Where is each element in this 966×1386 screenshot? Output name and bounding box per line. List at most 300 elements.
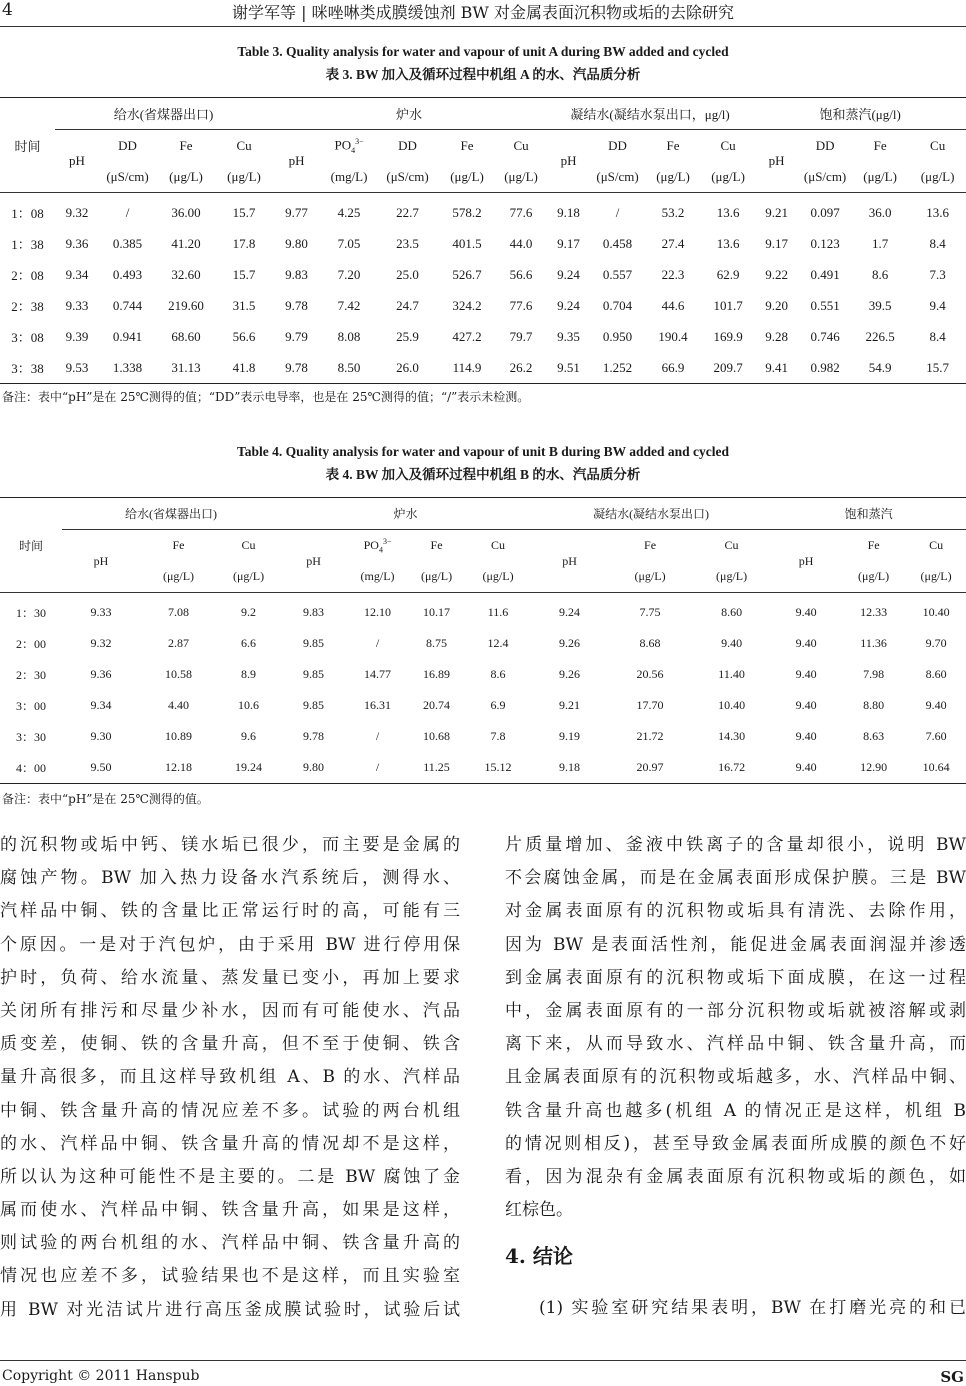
text-line: 中铜、铁含量升高的情况应差不多。试验的两台机组: [0, 1100, 460, 1121]
column-name-sup: 3−: [355, 136, 364, 146]
text-line: 个原因。一是对于汽包炉，由于采用 BW 进行停用保: [0, 934, 460, 955]
data-cell: 79.7: [509, 328, 533, 344]
data-cell: 9.85: [303, 636, 325, 650]
table-row: [0, 593, 966, 629]
data-cell: 8.6: [490, 667, 506, 681]
data-cell: 21.72: [636, 729, 664, 743]
column-header: Cu: [491, 538, 506, 552]
column-unit: (μg/L): [858, 569, 890, 583]
data-cell: 9.17: [765, 235, 788, 251]
column-unit: (μS/cm): [596, 168, 639, 184]
text-line: 不会腐蚀金属，而是在金属表面形成保护膜。三是 BW: [505, 868, 966, 889]
data-cell: 16.89: [423, 667, 451, 681]
text-line: 腐蚀产物。BW 加入热力设备水汽系统后，测得水、: [0, 868, 460, 889]
data-cell: 53.2: [661, 204, 685, 220]
table3-note: 备注：表中“pH”是在 25℃测得的值；“DD”表示电导率，也是在 25℃测得的值；“/”表示未检测。: [2, 390, 530, 404]
group-header: 饱和蒸汽: [771, 498, 966, 530]
data-cell: 209.7: [713, 359, 743, 375]
data-cell: 9.36: [65, 235, 89, 251]
data-cell: 9.34: [65, 266, 89, 282]
data-cell: 26.2: [509, 359, 533, 375]
data-cell: 9.17: [557, 235, 580, 251]
data-cell: 578.2: [452, 204, 482, 220]
data-cell: 66.9: [661, 359, 685, 375]
text-line: 中，金属表面原有的一部分沉积物或垢就被溶解或剥: [505, 1000, 966, 1021]
column-header: Cu: [720, 137, 736, 153]
table-row: [0, 659, 966, 690]
header-rule: [0, 26, 966, 27]
text-line: 片质量增加、釜液中铁离子的含量却很小，说明 BW: [505, 835, 966, 855]
data-cell: 11.36: [860, 636, 887, 650]
data-cell: 7.08: [168, 605, 189, 619]
data-cell: 0.744: [112, 297, 143, 313]
data-cell: 9.79: [285, 328, 308, 344]
data-cell: 9.70: [925, 636, 947, 650]
data-cell: 8.60: [925, 667, 947, 681]
data-cell: 9.6: [241, 729, 257, 743]
text-line: 情况也应差不多，试验结果也不是这样，而且实验室: [0, 1266, 460, 1287]
data-cell: 13.6: [926, 204, 949, 220]
data-cell: 19.24: [235, 760, 263, 774]
data-cell: 25.9: [396, 328, 419, 344]
time-header: 时间: [14, 138, 41, 154]
data-cell: 9.39: [65, 328, 89, 344]
data-cell: 36.00: [171, 204, 201, 220]
data-cell: 427.2: [452, 328, 482, 344]
data-cell: 9.40: [795, 729, 817, 743]
text-line: 因为 BW 是表面活性剂，能促进金属表面润湿并渗透: [505, 934, 966, 955]
table4-title-cn: 表 4. BW 加入及循环过程中机组 B 的水、汽品质分析: [325, 467, 641, 482]
column-unit: (μg/L): [232, 569, 265, 583]
data-cell: 10.40: [718, 698, 746, 712]
time-cell: 2：38: [11, 299, 44, 314]
data-cell: 0.123: [810, 235, 840, 251]
table-row: [0, 690, 966, 721]
data-cell: 0.704: [602, 297, 633, 313]
running-title: 谢学军等 | 咪唑啉类成膜缓蚀剂 BW 对金属表面沉积物或垢的去除研究: [232, 3, 734, 22]
data-cell: 7.3: [929, 266, 946, 282]
data-cell: 7.42: [337, 297, 361, 313]
column-name-sub: 4: [378, 545, 383, 555]
data-cell: 68.60: [171, 328, 201, 344]
data-cell: 8.63: [863, 729, 885, 743]
data-cell: 219.60: [168, 297, 204, 313]
data-cell: 7.60: [925, 729, 947, 743]
column-unit: (μg/L): [169, 168, 203, 184]
data-cell: 8.80: [863, 698, 885, 712]
time-cell: 2：30: [15, 668, 46, 682]
time-cell: 1：08: [11, 206, 44, 221]
data-cell: 8.75: [426, 636, 448, 650]
time-cell: 3：08: [11, 330, 44, 345]
data-cell: 1.338: [112, 359, 143, 375]
data-cell: 9.33: [90, 605, 112, 619]
column-header: Fe: [644, 538, 657, 552]
data-cell: 9.40: [795, 636, 817, 650]
column-unit: (μg/L): [920, 569, 952, 583]
column-header: Cu: [513, 137, 529, 153]
data-cell: 9.18: [559, 760, 581, 774]
column-header: pH: [560, 153, 577, 168]
data-cell: 9.83: [285, 266, 308, 282]
column-unit: (μg/L): [227, 168, 261, 184]
data-cell: 9.83: [303, 605, 325, 619]
time-cell: 3：38: [11, 361, 44, 376]
data-cell: 12.18: [165, 760, 192, 774]
text-line: 的沉积物或垢中钙、镁水垢已很少，而主要是金属的: [0, 835, 460, 855]
column-unit: (μg/L): [716, 569, 748, 583]
data-cell: 0.493: [112, 266, 143, 282]
data-cell: 0.746: [810, 328, 840, 344]
data-cell: 15.7: [232, 266, 256, 282]
data-cell: 0.557: [602, 266, 633, 282]
data-cell: 9.35: [557, 328, 580, 344]
data-cell: 6.6: [241, 636, 257, 650]
data-cell: 7.05: [337, 235, 361, 251]
data-cell: 0.491: [810, 266, 840, 282]
data-cell: 9.50: [90, 760, 112, 774]
data-cell: 10.89: [165, 729, 192, 743]
text-line: 量升高很多，而且这样导致机组 A、B 的水、汽样品: [0, 1067, 460, 1088]
text-line: 看，因为混杂有金属表面原有沉积物或垢的颜色，如: [505, 1166, 966, 1187]
time-cell: 2：00: [15, 637, 46, 651]
column-name-sup: 3−: [382, 536, 392, 546]
time-cell: 3：00: [15, 699, 46, 713]
table-row: [0, 228, 966, 259]
data-cell: 9.40: [795, 605, 817, 619]
header-group-row: [0, 498, 966, 530]
data-cell: 9.80: [303, 760, 325, 774]
data-cell: 9.80: [285, 235, 308, 251]
column-header: Fe: [172, 538, 185, 552]
column-unit: (μg/L): [162, 569, 195, 583]
data-cell: 22.7: [396, 204, 419, 220]
data-cell: /: [375, 760, 380, 774]
data-cell: 24.7: [396, 297, 419, 313]
table-row: [0, 321, 966, 352]
column-header: pH: [69, 153, 85, 168]
column-header: Fe: [460, 137, 474, 153]
group-header: 凝结水(凝结水泵出口): [531, 498, 771, 530]
data-cell: 9.21: [559, 698, 581, 712]
data-cell: 9.2: [241, 605, 257, 619]
data-cell: 14.77: [364, 667, 392, 681]
data-cell: 15.12: [484, 760, 512, 774]
data-cell: 7.75: [639, 605, 661, 619]
column-header: DD: [118, 137, 137, 153]
data-cell: 8.08: [337, 328, 361, 344]
data-cell: 17.70: [636, 698, 664, 712]
data-cell: 41.8: [232, 359, 256, 375]
data-cell: 9.33: [65, 297, 89, 313]
data-cell: 9.24: [557, 266, 580, 282]
data-cell: 20.97: [636, 760, 664, 774]
column-unit: (μg/L): [863, 168, 897, 184]
data-cell: 10.68: [423, 729, 451, 743]
data-cell: 32.60: [171, 266, 201, 282]
column-header: pH: [768, 153, 785, 168]
data-cell: 8.6: [871, 266, 889, 282]
data-cell: 16.72: [718, 760, 746, 774]
column-header: pH: [288, 153, 305, 168]
column-unit: (μS/cm): [803, 168, 847, 184]
group-header: 给水(省煤器出口): [62, 498, 280, 530]
data-cell: 39.5: [868, 297, 892, 313]
table3-title-cn: 表 3. BW 加入及循环过程中机组 A 的水、汽品质分析: [325, 67, 641, 82]
data-cell: 9.22: [765, 266, 788, 282]
data-cell: 14.30: [718, 729, 746, 743]
data-cell: 31.13: [171, 359, 201, 375]
column-unit: (μg/L): [634, 569, 666, 583]
column-header: Fe: [179, 137, 193, 153]
text-line: 关闭所有排污和尽量少补水，因而有可能使水、汽品: [0, 1000, 460, 1021]
data-cell: 401.5: [452, 235, 482, 251]
column-header: pH: [306, 553, 321, 568]
group-header: 炉水: [272, 98, 546, 130]
table3-title-en: Table 3. Quality analysis for water and vapour of unit A during BW added and cycled: [237, 44, 729, 59]
data-cell: 13.6: [716, 235, 740, 251]
column-header: Cu: [724, 538, 739, 552]
column-unit: (μg/L): [504, 168, 538, 184]
data-cell: 11.25: [423, 760, 450, 774]
data-cell: 20.56: [636, 667, 664, 681]
table-row: [0, 290, 966, 321]
data-cell: 9.40: [795, 698, 817, 712]
data-cell: 101.7: [713, 297, 743, 313]
data-cell: 9.34: [90, 698, 112, 712]
column-header: pH: [798, 553, 814, 568]
data-cell: 0.385: [112, 235, 143, 251]
data-cell: 12.90: [860, 760, 888, 774]
data-cell: 77.6: [509, 297, 533, 313]
text-line: 汽样品中铜、铁的含量比正常运行时的高，可能有三: [0, 901, 460, 922]
data-cell: 9.41: [765, 359, 788, 375]
data-cell: 6.9: [490, 698, 506, 712]
data-cell: 9.53: [65, 359, 89, 375]
data-cell: 9.30: [90, 729, 112, 743]
data-cell: 0.551: [810, 297, 840, 313]
column-unit: (μS/cm): [106, 168, 149, 184]
data-cell: 0.982: [810, 359, 840, 375]
data-cell: 22.3: [661, 266, 685, 282]
data-cell: 10.6: [238, 698, 260, 712]
data-cell: 9.77: [285, 204, 308, 220]
time-cell: 3：30: [15, 730, 46, 744]
data-cell: 62.9: [716, 266, 740, 282]
group-header: 凝结水(凝结水泵出口，μg/l): [546, 98, 754, 130]
text-line: 对金属表面原有的沉积物或垢具有清洗、去除作用，: [505, 901, 966, 922]
data-cell: 190.4: [658, 328, 688, 344]
column-header: [347, 530, 408, 562]
data-cell: 7.8: [490, 729, 506, 743]
data-cell: 12.10: [364, 605, 392, 619]
data-cell: 9.24: [559, 605, 581, 619]
table-row: [0, 752, 966, 784]
column-header: Fe: [430, 538, 443, 552]
data-cell: 31.5: [232, 297, 256, 313]
group-header: 饱和蒸汽(μg/l): [754, 98, 966, 130]
data-cell: 9.78: [303, 729, 325, 743]
data-cell: 36.0: [868, 204, 892, 220]
data-cell: 9.36: [90, 667, 112, 681]
data-cell: 9.28: [765, 328, 788, 344]
group-header: 炉水: [280, 498, 531, 530]
data-cell: 12.4: [487, 636, 509, 650]
data-cell: 8.60: [721, 605, 743, 619]
column-unit: (μg/L): [656, 168, 690, 184]
footer-journal: SG: [940, 1368, 964, 1386]
data-cell: 12.33: [860, 605, 888, 619]
data-cell: 23.5: [396, 235, 419, 251]
data-cell: 114.9: [452, 359, 482, 375]
column-header: Cu: [241, 538, 256, 552]
header-group-row: [0, 98, 966, 130]
text-line: 所以认为这种可能性不是主要的。二是 BW 腐蚀了金: [0, 1166, 460, 1187]
data-cell: 25.0: [396, 266, 419, 282]
text-line: 护时，负荷、给水流量、蒸发量已变小，再加上要求: [0, 967, 460, 988]
conclusion-paragraph: (1) 实验室研究结果表明，BW 在打磨光亮的和已: [539, 1298, 966, 1318]
text-line: 且金属表面原有的沉积物或垢越多，水、汽样品中铜、: [505, 1067, 966, 1088]
data-cell: 13.6: [716, 204, 740, 220]
column-name: PO: [334, 136, 352, 152]
column-name: PO: [363, 537, 379, 552]
text-line: 到金属表面原有的沉积物或垢下面成膜，在这一过程: [505, 967, 966, 988]
data-cell: /: [375, 729, 380, 743]
data-cell: 0.458: [602, 235, 633, 251]
text-line: 用 BW 对光洁试片进行高压釜成膜试验时，试验后试: [0, 1299, 460, 1320]
column-header: Cu: [930, 137, 946, 153]
data-cell: 26.0: [396, 359, 419, 375]
header-unit-row: [0, 161, 966, 193]
data-cell: 4.40: [168, 698, 189, 712]
data-cell: 27.4: [661, 235, 685, 251]
column-header: DD: [608, 137, 627, 153]
data-cell: 44.6: [661, 297, 685, 313]
header-name-row: [0, 130, 966, 162]
data-cell: 9.32: [90, 636, 112, 650]
column-header: Cu: [929, 538, 944, 552]
data-cell: 324.2: [452, 297, 482, 313]
footer-copyright: Copyright © 2011 Hanspub: [2, 1368, 200, 1384]
data-cell: 44.0: [509, 235, 533, 251]
data-cell: 226.5: [865, 328, 895, 344]
group-header: 给水(省煤器出口): [55, 98, 272, 130]
data-cell: 7.98: [863, 667, 885, 681]
data-cell: 0.097: [810, 204, 840, 220]
data-cell: 11.6: [487, 605, 509, 619]
data-cell: 15.7: [232, 204, 256, 220]
time-cell: 1：30: [15, 606, 46, 620]
data-cell: 9.40: [925, 698, 947, 712]
text-line: 离下来，从而导致水、汽样品中铜、铁含量升高，而: [505, 1034, 966, 1055]
data-cell: 9.20: [765, 297, 788, 313]
data-cell: 8.9: [241, 667, 257, 681]
data-cell: 9.26: [559, 636, 581, 650]
data-cell: /: [125, 204, 130, 220]
text-line: 则试验的两台机组的水、汽样品中铜、铁含量升高的: [0, 1233, 460, 1254]
data-cell: 10.58: [165, 667, 192, 681]
data-cell: 1.7: [871, 235, 889, 251]
data-cell: 16.31: [364, 698, 392, 712]
data-cell: 41.20: [171, 235, 201, 251]
body-right-column: [505, 829, 966, 1227]
column-unit: (μg/L): [420, 569, 453, 583]
table-row: [0, 352, 966, 384]
data-cell: 9.40: [795, 760, 817, 774]
column-header: Fe: [867, 538, 880, 552]
data-cell: 7.20: [337, 266, 361, 282]
text-line: 属而使水、汽样品中铜、铁含量升高，如果是这样，: [0, 1200, 460, 1221]
data-cell: 8.4: [929, 328, 946, 344]
table-row: [0, 628, 966, 659]
column-unit: (μg/L): [482, 569, 514, 583]
table3: [0, 97, 966, 384]
column-header: DD: [398, 137, 417, 153]
data-cell: 9.24: [557, 297, 580, 313]
data-cell: 169.9: [713, 328, 743, 344]
data-cell: 9.85: [303, 667, 325, 681]
body-left-column: [0, 829, 460, 1327]
data-cell: 9.4: [929, 297, 946, 313]
table-row: [0, 721, 966, 752]
time-cell: 2：08: [11, 268, 44, 283]
data-cell: 56.6: [509, 266, 533, 282]
data-cell: 77.6: [509, 204, 533, 220]
column-header: pH: [562, 553, 577, 568]
data-cell: /: [615, 204, 620, 220]
data-cell: 9.26: [559, 667, 581, 681]
time-cell: 4：00: [15, 761, 46, 775]
data-cell: 54.9: [868, 359, 892, 375]
section-heading-conclusion: 4. 结论: [505, 1244, 573, 1268]
data-cell: 9.19: [559, 729, 581, 743]
data-cell: 10.40: [922, 605, 950, 619]
column-unit: (mg/L): [330, 168, 368, 184]
data-cell: 2.87: [168, 636, 189, 650]
column-unit: (μg/L): [920, 168, 955, 184]
column-header: Fe: [873, 137, 887, 153]
data-cell: 9.21: [765, 204, 788, 220]
data-cell: 10.64: [922, 760, 950, 774]
data-cell: 17.8: [232, 235, 256, 251]
text-line: 红棕色。: [505, 1200, 573, 1221]
data-cell: 15.7: [926, 359, 949, 375]
data-cell: 9.85: [303, 698, 325, 712]
data-cell: 11.40: [718, 667, 745, 681]
column-unit: (mg/L): [360, 569, 395, 583]
column-unit: (μS/cm): [386, 168, 429, 184]
column-unit: (μg/L): [450, 168, 484, 184]
data-cell: 20.74: [423, 698, 451, 712]
time-header: 时间: [18, 538, 43, 553]
column-header: Fe: [666, 137, 680, 153]
column-name-sub: 4: [351, 145, 356, 155]
text-line: 的情况则相反)，甚至导致金属表面所成膜的颜色不好: [505, 1133, 966, 1154]
data-cell: 0.941: [112, 328, 143, 344]
table4-title-en: Table 4. Quality analysis for water and vapour of unit B during BW added and cycled: [236, 444, 730, 459]
column-header: DD: [815, 137, 835, 153]
data-cell: 4.25: [337, 204, 361, 220]
data-cell: 526.7: [452, 266, 482, 282]
column-header: pH: [93, 553, 109, 568]
time-cell: 1：38: [11, 237, 44, 252]
data-cell: 0.950: [602, 328, 633, 344]
column-header: Cu: [236, 137, 252, 153]
page-number: 4: [2, 0, 13, 20]
data-cell: 10.17: [423, 605, 451, 619]
data-cell: /: [375, 636, 380, 650]
data-cell: 8.68: [639, 636, 661, 650]
